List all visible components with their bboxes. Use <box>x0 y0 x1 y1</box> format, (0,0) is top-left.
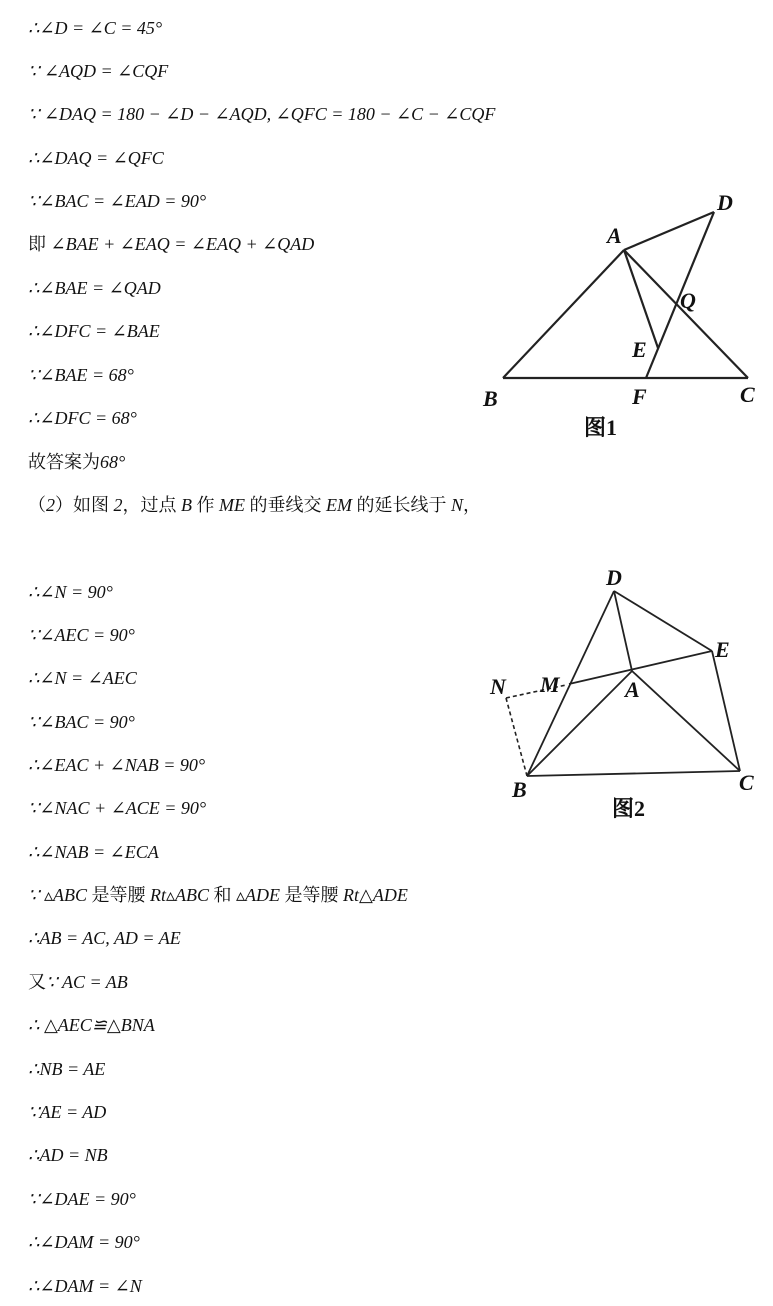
point-label-q: Q <box>680 288 696 313</box>
solution-line: 故答案为68° <box>28 452 126 472</box>
solution-line: ∵∠NAC + ∠ACE = 90° <box>28 798 207 818</box>
solution-line: ∵∠BAE = 68° <box>28 365 134 385</box>
solution-line: 又∵ AC = AB <box>28 972 128 992</box>
solution-line: ∵ ▵ABC 是等腰 Rt▵ABC 和 ▵ADE 是等腰 Rt△ADE <box>28 885 408 905</box>
solution-line: ∵AE = AD <box>28 1102 107 1122</box>
solution-line: ∴∠D = ∠C = 45° <box>28 18 163 38</box>
solution-line: ∴∠DFC = ∠BAE <box>28 321 160 341</box>
solution-line: ∴∠EAC + ∠NAB = 90° <box>28 755 206 775</box>
solution-line: ∴∠DAQ = ∠QFC <box>28 148 164 168</box>
point-label-e: E <box>632 337 647 362</box>
figure-2-diagram <box>480 560 773 830</box>
point-label-d: D <box>606 565 622 590</box>
solution-line: ∵∠DAE = 90° <box>28 1189 136 1209</box>
point-label-n: N <box>490 674 506 699</box>
figure-1 <box>480 180 773 450</box>
solution-line: ∴∠DFC = 68° <box>28 408 137 428</box>
point-label-a: A <box>625 677 640 702</box>
figure-1-caption: 图1 <box>584 415 618 440</box>
figure-1-diagram <box>480 180 773 450</box>
solution-line: ∵∠AEC = 90° <box>28 625 135 645</box>
solution-line: ∴∠DAM = 90° <box>28 1232 140 1252</box>
point-label-f: F <box>632 384 647 409</box>
solution-line: ∵∠BAC = 90° <box>28 712 135 732</box>
point-label-m: M <box>540 672 560 697</box>
figure-2 <box>480 560 773 830</box>
solution-line: ∴∠NAB = ∠ECA <box>28 842 159 862</box>
solution-line: ∴ △AEC≌△BNA <box>28 1015 155 1035</box>
solution-line: （2）如图 2，过点 B 作 ME 的垂线交 EM 的延长线于 N， <box>28 495 482 515</box>
point-label-b: B <box>483 386 498 411</box>
solution-line: ∴∠DAM = ∠N <box>28 1276 142 1296</box>
solution-line: ∴AB = AC, AD = AE <box>28 928 181 948</box>
solution-line: 即 ∠BAE + ∠EAQ = ∠EAQ + ∠QAD <box>28 234 315 254</box>
figure-2-caption: 图2 <box>612 796 646 821</box>
point-label-d: D <box>717 190 733 215</box>
solution-line: ∴∠N = ∠AEC <box>28 668 137 688</box>
solution-line: ∴∠BAE = ∠QAD <box>28 278 161 298</box>
solution-line: ∵∠BAC = ∠EAD = 90° <box>28 191 207 211</box>
solution-line: ∴NB = AE <box>28 1059 106 1079</box>
solution-line: ∴AD = NB <box>28 1145 108 1165</box>
point-label-b: B <box>512 777 527 802</box>
solution-line: ∵ ∠DAQ = 180 − ∠D − ∠AQD, ∠QFC = 180 − ∠C − ∠CQF <box>28 104 496 124</box>
solution-line: ∴∠N = 90° <box>28 582 113 602</box>
solution-line: ∵ ∠AQD = ∠CQF <box>28 61 169 81</box>
point-label-a: A <box>607 223 622 248</box>
point-label-c: C <box>740 382 755 407</box>
point-label-c: C <box>739 770 754 795</box>
point-label-e: E <box>715 637 730 662</box>
